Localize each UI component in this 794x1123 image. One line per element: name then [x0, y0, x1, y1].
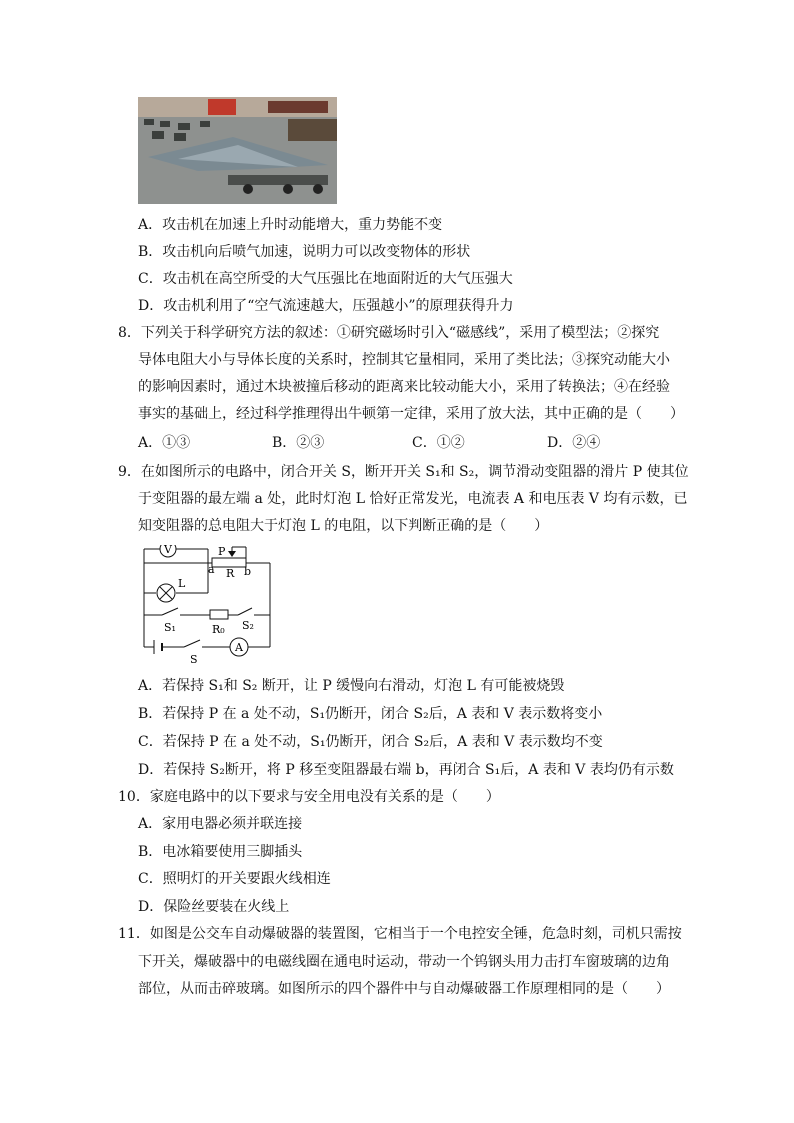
q10-option-c: C．照明灯的开关要跟火线相连: [138, 871, 331, 887]
slider-label-p: P: [218, 545, 226, 558]
q11-line-2: 下开关，爆破器中的电磁线圈在通电时运动，带动一个钨钢头用力击打车窗玻璃的边角: [138, 954, 670, 970]
q7-option-b: B．攻击机向后喷气加速，说明力可以改变物体的形状: [138, 244, 471, 260]
q10-line: 10．家庭电路中的以下要求与安全用电没有关系的是（ ）: [118, 789, 500, 805]
q9-option-d: D．若保持 S₂断开，将 P 移至变阻器最右端 b，再闭合 S₁后，A 表和 V 表均仍有示数: [138, 762, 674, 778]
q9-option-b: B．若保持 P 在 a 处不动，S₁仍断开，闭合 S₂后，A 表和 V 表示数将变小: [138, 706, 603, 722]
q9-option-a: A．若保持 S₁和 S₂ 断开，让 P 缓慢向右滑动，灯泡 L 有可能被烧毁: [138, 678, 565, 694]
q8-line-2: 导体电阻大小与导体长度的关系时，控制其它量相同，采用了类比法；③探究动能大小: [138, 352, 670, 368]
q10-option-d: D．保险丝要装在火线上: [138, 899, 290, 915]
q9-option-c: C．若保持 P 在 a 处不动，S₁仍断开，闭合 S₂后，A 表和 V 表示数均不变: [138, 734, 603, 750]
voltmeter-label: V: [164, 545, 172, 556]
circuit-diagram: [140, 545, 280, 665]
q7-option-d: D．攻击机利用了“空气流速越大，压强越小”的原理获得升力: [138, 298, 514, 314]
rheostat-end-b: b: [244, 565, 252, 578]
q9-line-1: 9．在如图所示的电路中，闭合开关 S，断开开关 S₁和 S₂，调节滑动变阻器的滑片 P 使其位: [118, 464, 689, 480]
parade-aircraft-photo: [138, 97, 337, 204]
q10-option-b: B．电冰箱要使用三脚插头: [138, 844, 303, 860]
switch-s1-label: S₁: [164, 621, 176, 634]
rheostat-end-a: a: [208, 563, 215, 576]
q8-line-1: 8．下列关于科学研究方法的叙述：①研究磁场时引入“磁感线”，采用了模型法；②探究: [118, 325, 660, 341]
q11-line-1: 11．如图是公交车自动爆破器的装置图，它相当于一个电控安全锤，危急时刻，司机只需按: [118, 926, 682, 942]
q9-line-3: 知变阻器的总电阻大于灯泡 L 的电阻，以下判断正确的是（ ）: [138, 518, 549, 534]
rheostat-label-r: R: [226, 567, 235, 580]
switch-s2-label: S₂: [242, 619, 254, 632]
switch-s-label: S: [190, 653, 198, 665]
q9-line-2: 于变阻器的最左端 a 处，此时灯泡 L 恰好正常发光，电流表 A 和电压表 V 均有示数，已: [138, 491, 688, 507]
q10-option-a: A．家用电器必须并联连接: [138, 816, 303, 832]
q11-line-3: 部位，从而击碎玻璃。如图所示的四个器件中与自动爆破器工作原理相同的是（ ）: [138, 981, 670, 997]
q8-option-a: A．①③: [138, 435, 191, 451]
q8-option-b: B．②③: [272, 435, 325, 451]
lamp-label: L: [178, 577, 186, 590]
resistor-r0-label: R₀: [212, 623, 225, 636]
q7-option-a: A．攻击机在加速上升时动能增大，重力势能不变: [138, 217, 443, 233]
q7-option-c: C．攻击机在高空所受的大气压强比在地面附近的大气压强大: [138, 271, 513, 287]
q8-option-c: C．①②: [412, 435, 465, 451]
ammeter-label: A: [235, 641, 243, 654]
q8-option-d: D．②④: [547, 435, 601, 451]
q8-line-3: 的影响因素时，通过木块被撞后移动的距离来比较动能大小，采用了转换法；④在经验: [138, 379, 670, 395]
q8-line-4: 事实的基础上，经过科学推理得出牛顿第一定律，采用了放大法，其中正确的是（ ）: [138, 406, 684, 422]
